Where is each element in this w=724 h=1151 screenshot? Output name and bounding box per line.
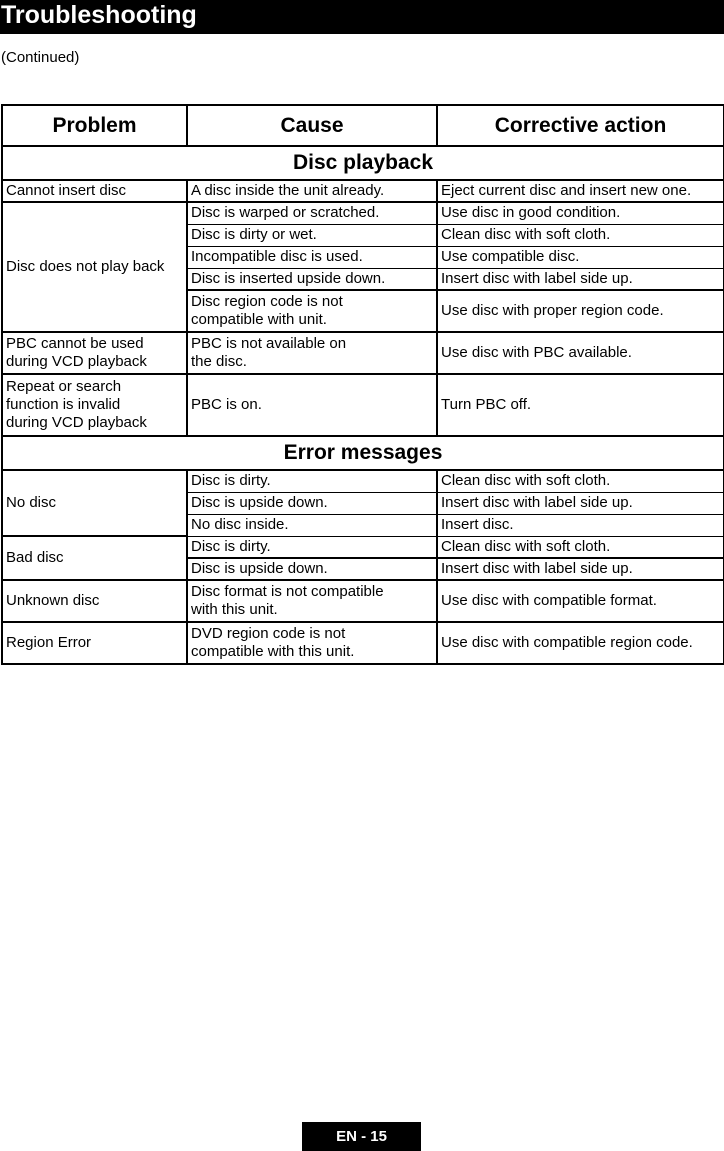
action-cell: Eject current disc and insert new one. [437, 180, 724, 202]
problem-cell: Cannot insert disc [2, 180, 187, 202]
cause-cell: Disc is dirty. [187, 470, 437, 492]
cause-line: with this unit. [191, 601, 278, 618]
cause-cell [187, 622, 437, 664]
page-title: Troubleshooting [0, 0, 724, 34]
table-row [2, 374, 724, 436]
cause-cell: Disc is warped or scratched. [187, 202, 437, 224]
action-cell: Use disc with PBC available. [437, 332, 724, 374]
action-cell: Insert disc. [437, 514, 724, 536]
table-row [2, 180, 724, 202]
cause-cell: No disc inside. [187, 514, 437, 536]
cause-cell [187, 290, 437, 332]
action-cell: Use disc in good condition. [437, 202, 724, 224]
problem-cell: Region Error [2, 622, 187, 664]
problem-cell: Disc does not play back [2, 202, 187, 332]
problem-cell: Bad disc [2, 536, 187, 580]
cause-line: PBC is not available on [191, 335, 347, 352]
cause-line: compatible with this unit. [191, 643, 355, 660]
action-cell: Insert disc with label side up. [437, 492, 724, 514]
page-number: EN - 15 [302, 1122, 421, 1151]
action-cell: Use compatible disc. [437, 246, 724, 268]
section-row [2, 436, 724, 470]
table-row [2, 332, 724, 374]
cause-cell: Disc is inserted upside down. [187, 268, 437, 290]
table-row [2, 622, 724, 664]
cause-cell: A disc inside the unit already. [187, 180, 437, 202]
problem-cell: Unknown disc [2, 580, 187, 622]
header-cause: Cause [187, 105, 437, 146]
action-cell: Clean disc with soft cloth. [437, 224, 724, 246]
section-row [2, 146, 724, 180]
problem-cell: No disc [2, 470, 187, 536]
action-cell: Clean disc with soft cloth. [437, 536, 724, 558]
header-action: Corrective action [437, 105, 724, 146]
cause-line: Disc format is not compatible [191, 583, 384, 600]
header-problem: Problem [2, 105, 187, 146]
problem-line: function is invalid [6, 396, 121, 413]
problem-line: during VCD playback [6, 414, 147, 431]
continued-note: (Continued) [1, 49, 80, 66]
cause-cell: Disc is upside down. [187, 558, 437, 580]
action-cell: Insert disc with label side up. [437, 558, 724, 580]
cause-cell: Disc is dirty. [187, 536, 437, 558]
cause-line: the disc. [191, 353, 247, 370]
action-cell: Use disc with compatible format. [437, 580, 724, 622]
problem-line: PBC cannot be used [6, 335, 144, 352]
cause-cell: Incompatible disc is used. [187, 246, 437, 268]
action-cell: Clean disc with soft cloth. [437, 470, 724, 492]
cause-cell: PBC is on. [187, 374, 437, 436]
action-cell: Use disc with proper region code. [437, 290, 724, 332]
table-header-row [2, 105, 724, 146]
problem-cell [2, 332, 187, 374]
action-cell: Use disc with compatible region code. [437, 622, 724, 664]
section-disc-playback: Disc playback [2, 146, 724, 180]
table-row [2, 202, 724, 224]
action-cell: Turn PBC off. [437, 374, 724, 436]
problem-cell [2, 374, 187, 436]
problem-line: Repeat or search [6, 378, 122, 395]
cause-line: compatible with unit. [191, 311, 327, 328]
cause-cell [187, 580, 437, 622]
cause-line: Disc region code is not [191, 293, 343, 310]
section-error-messages: Error messages [2, 436, 724, 470]
cause-cell [187, 332, 437, 374]
action-cell: Insert disc with label side up. [437, 268, 724, 290]
cause-line: DVD region code is not [191, 625, 346, 642]
table-row [2, 536, 724, 558]
cause-cell: Disc is upside down. [187, 492, 437, 514]
cause-cell: Disc is dirty or wet. [187, 224, 437, 246]
table-row [2, 580, 724, 622]
table-row [2, 470, 724, 492]
troubleshooting-table [1, 104, 724, 665]
problem-line: during VCD playback [6, 353, 147, 370]
